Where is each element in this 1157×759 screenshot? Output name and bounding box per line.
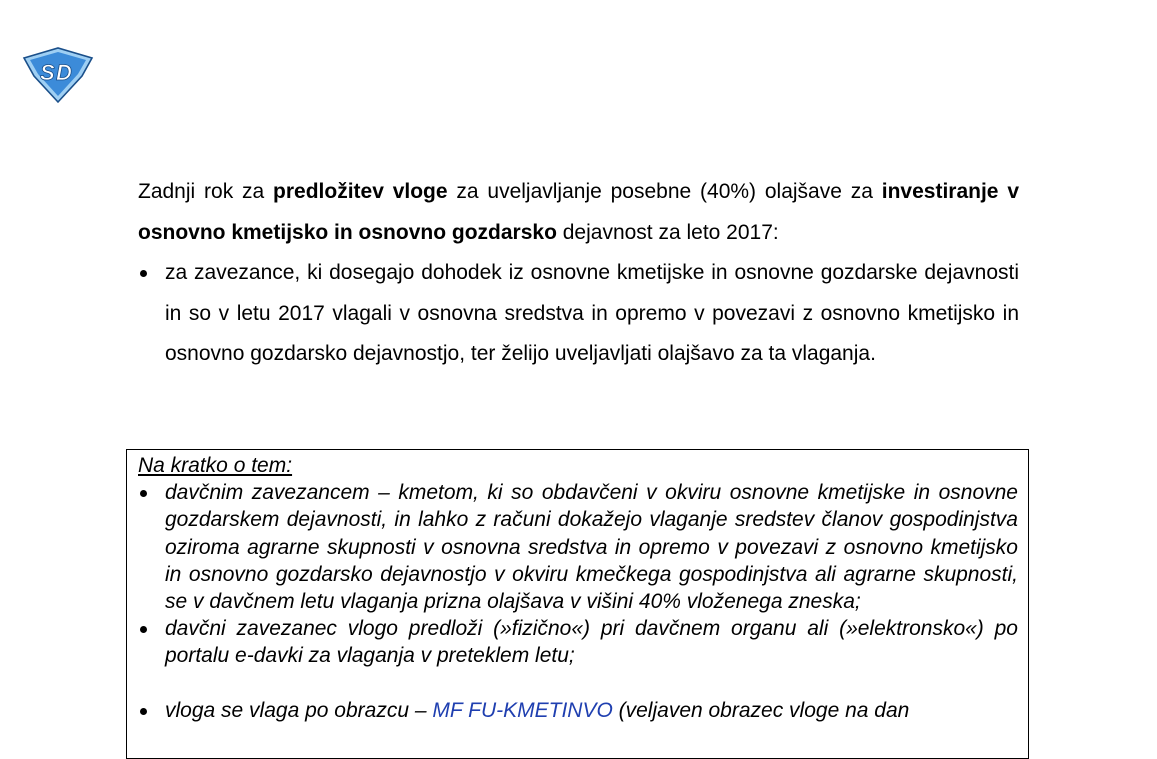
bullet-icon xyxy=(140,490,147,497)
list-item xyxy=(138,479,1018,615)
intro-bold-investment: investiranje v osnovno kmetijsko in osnovno gozdarsko xyxy=(138,180,1019,244)
summary-item-prefix: vloga se vlaga po obrazcu – xyxy=(165,698,433,722)
list-item xyxy=(138,253,1019,375)
svg-text:S: S xyxy=(40,60,55,85)
summary-title: Na kratko o tem: xyxy=(138,454,293,477)
intro-paragraph xyxy=(138,172,1019,253)
bullet-icon xyxy=(140,708,147,715)
summary-list xyxy=(138,479,1018,724)
intro-text-2: za uveljavljanje posebne (40%) olajšave za xyxy=(447,180,882,203)
intro-bold-deadline: predložitev vloge xyxy=(273,180,448,203)
summary-item-text: davčnim zavezancem – kmetom, ki so obdavčeni v okviru osnovne kmetijske in osnovne gozdarskem dejavnosti, in lahko z računi dokažejo vlaganje sredstev članov gospodinjstva oziroma agrarne skupnosti v osnovna sredstva in opremo v povezavi z osnovno kmetijsko in osnovno gozdarsko dejavnostjo v okviru kmečkega gospodinjstva ali agrarne skupnosti, se v davčnem letu vlaganja prizna olajšava v višini 40% vloženega zneska; xyxy=(165,481,1018,614)
intro-text-1: Zadnji rok za xyxy=(138,180,274,203)
bullet-icon xyxy=(140,270,147,277)
list-item xyxy=(138,615,1018,669)
list-item xyxy=(138,697,1018,724)
summary-item-suffix: (veljaven obrazec vloge na dan xyxy=(612,698,910,722)
intro-bullet-list xyxy=(138,253,1019,375)
form-link[interactable]: MF FU-KMETINVO xyxy=(432,698,613,722)
company-logo-icon xyxy=(20,46,96,104)
bullet-text: za zavezance, ki dosegajo dohodek iz osnovne kmetijske in osnovne gozdarske dejavnosti in so v letu 2017 vlagali v osnovna sredstva in opremo v povezavi z osnovno kmetijsko in osnovno gozdarsko dejavnostjo, ter želijo uveljavljati olajšavo za ta vlaganja. xyxy=(165,261,1019,365)
intro-text-3: dejavnost za leto 2017: xyxy=(556,220,779,244)
summary-item-text: davčni zavezanec vlogo predloži (»fizično«) pri davčnem organu ali (»elektronsko«) po portalu e-davki za vlaganja v preteklem letu; xyxy=(165,617,1018,668)
bullet-icon xyxy=(140,626,147,633)
summary-box xyxy=(126,449,1029,759)
svg-text:D: D xyxy=(56,60,72,85)
